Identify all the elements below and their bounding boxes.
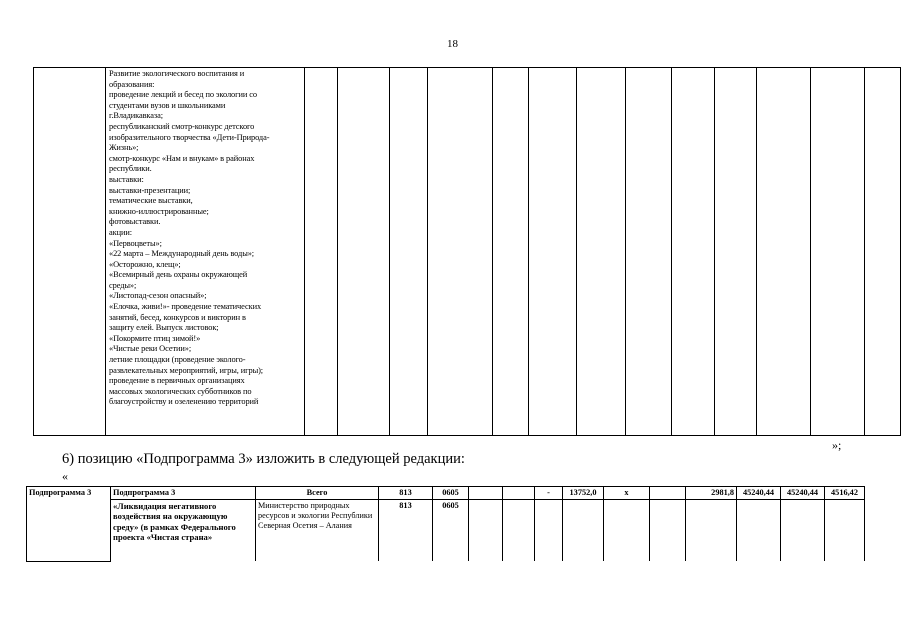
- upper-cell: [338, 68, 390, 436]
- rzpr-cell: 0605: [433, 487, 469, 500]
- description-line: Жизнь»;: [109, 143, 139, 153]
- description-line: среды»;: [109, 280, 137, 290]
- table-cell: [825, 500, 865, 562]
- table-cell: [469, 500, 503, 562]
- table-cell: [650, 500, 686, 562]
- description-line: «Первоцветы»;: [109, 238, 162, 248]
- table-cell: [781, 500, 825, 562]
- activity-description: [106, 68, 305, 436]
- page-number: 18: [447, 38, 458, 50]
- table-cell: [604, 500, 650, 562]
- lower-table: [26, 486, 865, 562]
- description-line: республиканский смотр-конкурс детского: [109, 121, 255, 131]
- description-line: «22 марта – Международный день воды»;: [109, 249, 255, 259]
- table-cell: [535, 500, 563, 562]
- opening-quote: «: [62, 469, 68, 483]
- description-line: смотр-конкурс «Нам и внукам» в районах: [109, 153, 255, 163]
- table-cell: 2981,8: [686, 487, 737, 500]
- description-line: выставки-презентации;: [109, 185, 191, 195]
- table-cell: х: [604, 487, 650, 500]
- table-cell: [686, 500, 737, 562]
- upper-cell: [428, 68, 493, 436]
- program-label-cell: Подпрограмма 3: [27, 487, 111, 562]
- description-line: акции:: [109, 227, 132, 237]
- table-cell: 13752,0: [563, 487, 604, 500]
- description-line: развлекательных мероприятий, игры, игры);: [109, 365, 264, 375]
- description-line: Развитие экологического воспитания и: [109, 69, 245, 78]
- table-cell: -: [535, 487, 563, 500]
- description-line: занятий, бесед, конкурсов и викторин в: [109, 312, 246, 322]
- rzpr-cell: 0605: [433, 500, 469, 562]
- table-cell: [737, 500, 781, 562]
- description-line: г.Владикавказа;: [109, 111, 163, 121]
- closing-quote: »;: [832, 438, 842, 452]
- description-line: «Елочка, живи!»- проведение тематических: [109, 302, 262, 312]
- description-line: изобразительного творчества «Дети-Природа-: [109, 132, 270, 142]
- upper-cell: [672, 68, 715, 436]
- table-cell: 45240,44: [781, 487, 825, 500]
- upper-cell-empty: [34, 68, 106, 436]
- executor-ministry-cell: Министерство природных ресурсов и экологии Республики Северная Осетия – Алания: [256, 500, 379, 562]
- description-line: выставки:: [109, 174, 144, 184]
- description-line: книжно-иллюстрированные;: [109, 206, 209, 216]
- description-line: массовых экологических субботников по: [109, 386, 252, 396]
- grbs-cell: 813: [379, 487, 433, 500]
- table-cell: [503, 487, 535, 500]
- table-cell: [563, 500, 604, 562]
- upper-cell: [865, 68, 901, 436]
- upper-cell: [493, 68, 529, 436]
- description-line: «Всемирный день охраны окружающей: [109, 270, 248, 280]
- instruction-text: 6) позицию «Подпрограмма 3» изложить в следующей редакции:: [62, 451, 465, 467]
- description-line: защиту елей. Выпуск листовок;: [109, 323, 219, 333]
- description-line: студентами вузов и школьниками: [109, 100, 226, 110]
- table-cell: 4516,42: [825, 487, 865, 500]
- executor-total-cell: Всего: [256, 487, 379, 500]
- table-cell: [469, 487, 503, 500]
- description-line: «Покормите птиц зимой!»: [109, 333, 201, 343]
- grbs-cell: 813: [379, 500, 433, 562]
- upper-cell: [305, 68, 338, 436]
- table-cell: [503, 500, 535, 562]
- description-line: проведение лекций и бесед по экологии со: [109, 90, 257, 100]
- upper-cell: [626, 68, 672, 436]
- table-row: [27, 487, 865, 500]
- upper-table: [33, 67, 901, 436]
- description-line: «Осторожно, клещ»;: [109, 259, 181, 269]
- table-cell: 45240,44: [737, 487, 781, 500]
- upper-cell: [757, 68, 811, 436]
- description-line: проведение в первичных организациях: [109, 376, 245, 386]
- upper-cell: [529, 68, 577, 436]
- description-line: образования:: [109, 79, 155, 89]
- upper-cell: [715, 68, 757, 436]
- table-row: [27, 500, 865, 562]
- description-line: республики.: [109, 164, 152, 174]
- description-line: «Чистые реки Осетии»;: [109, 344, 192, 354]
- table-cell: [650, 487, 686, 500]
- description-line: благоустройству и озеленению территорий: [109, 397, 259, 407]
- description-line: тематические выставки,: [109, 196, 193, 206]
- upper-cell: [577, 68, 626, 436]
- description-line: летние площадки (проведение эколого-: [109, 355, 246, 365]
- upper-cell: [811, 68, 865, 436]
- description-line: «Листопад-сезон опасный»;: [109, 291, 207, 301]
- program-name-cell: Подпрограмма 3: [111, 487, 256, 500]
- program-title-cell: «Ликвидация негативного воздействия на окружающую среду» (в рамках Федерального проекта «Чистая страна»: [111, 500, 256, 562]
- upper-cell: [390, 68, 428, 436]
- description-line: фотовыставки.: [109, 217, 161, 227]
